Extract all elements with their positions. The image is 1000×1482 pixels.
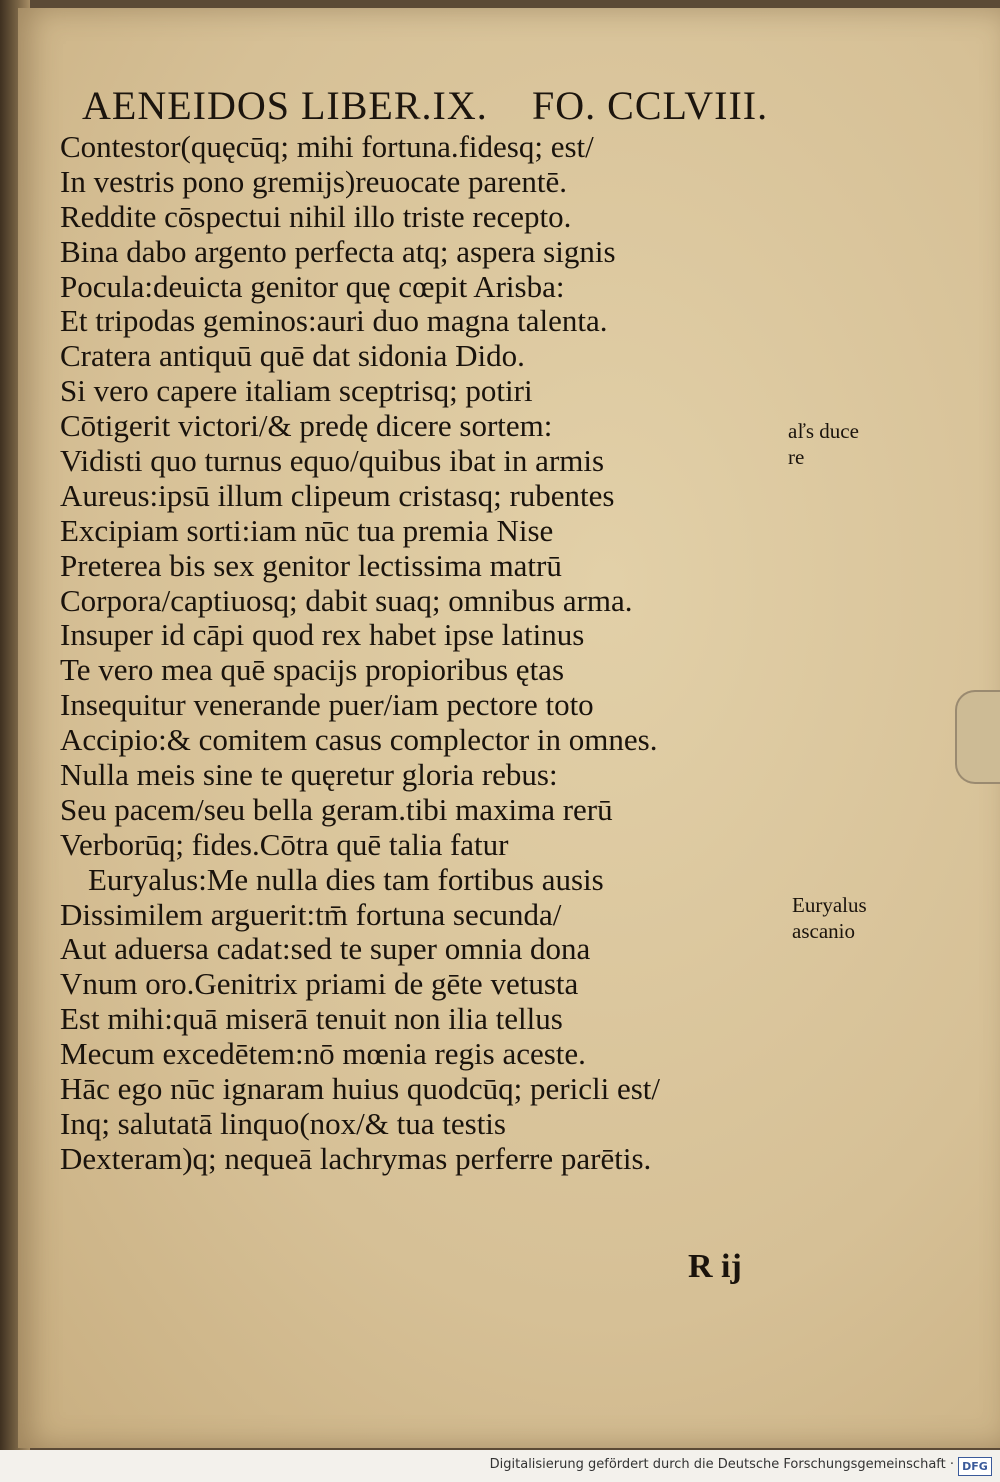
margin-note-euryalus (792, 892, 867, 944)
verse-line: Dexteram)q; nequeā lachrymas perferre parētis. (60, 1140, 652, 1176)
funding-notice: Digitalisierung gefördert durch die Deutsche Forschungsgemeinschaft · (489, 1457, 954, 1472)
margin-note-line: ascanio (792, 919, 855, 943)
verse-line: Vnum oro.Genitrix priami de gēte vetusta (60, 966, 579, 1002)
verse-line: Euryalus:Me nulla dies tam fortibus ausis (88, 861, 604, 897)
verse-line: Verborūq; fides.Cōtra quē talia fatur (60, 826, 509, 862)
dfg-logo: DFG (958, 1457, 992, 1476)
verse-line: Cōtigerit victori/& predę dicere sortem: (60, 408, 553, 444)
page-tab (955, 690, 1000, 784)
margin-note-line: Euryalus (792, 893, 867, 917)
verse-line: Pocula:deuicta genitor quę cœpit Arisba: (60, 268, 565, 304)
verse-line: Hāc ego nūc ignaram huius quodcūq; pericli est/ (60, 1071, 661, 1107)
verse-line: Excipiam sorti:iam nūc tua premia Nise (60, 512, 554, 548)
header-book-title: AENEIDOS LIBER.IX. (82, 83, 488, 128)
header-folio-number: FO. CCLVIII. (532, 83, 769, 128)
verse-line: Seu pacem/seu bella geram.tibi maxima rerū (60, 791, 613, 827)
verse-line: Mecum excedētem:nō mœnia regis aceste. (60, 1036, 586, 1072)
margin-note-line: re (788, 445, 805, 469)
verse-line: Dissimilem arguerit:tm̄ fortuna secunda/ (60, 896, 562, 932)
verse-line: Est mihi:quā miserā tenuit non ilia tellus (60, 1001, 563, 1037)
verse-line: Et tripodas geminos:auri duo magna talenta. (60, 303, 608, 339)
margin-note-ducere (788, 418, 859, 470)
verse-line: Aureus:ipsū illum clipeum cristasq; rubentes (60, 477, 615, 513)
verse-line: Accipio:& comitem casus complector in omnes. (60, 722, 658, 758)
verse-line: Si vero capere italiam sceptrisq; potiri (60, 373, 533, 409)
verse-block (60, 130, 760, 1177)
verse-line: Aut aduersa cadat:sed te super omnia dona (60, 931, 591, 967)
footer-bar (0, 1450, 1000, 1482)
verse-line: Vidisti quo turnus equo/quibus ibat in armis (60, 443, 605, 479)
verse-line: Preterea bis sex genitor lectissima matrū (60, 547, 562, 583)
verse-line: Corpora/captiuosq; dabit suaq; omnibus arma. (60, 582, 633, 618)
verse-line: Insequitur venerande puer/iam pectore toto (60, 687, 594, 723)
margin-note-line: aľs duce (788, 419, 859, 443)
verse-line: Contestor(quęcūq; mihi fortuna.fidesq; est/ (60, 129, 594, 164)
verse-line: In vestris pono gremijs)reuocate parentē. (60, 163, 568, 199)
running-header (82, 82, 802, 130)
verse-line: Cratera antiquū quē dat sidonia Dido. (60, 338, 525, 374)
verse-line: Bina dabo argento perfecta atq; aspera signis (60, 233, 616, 269)
verse-line: Reddite cōspectui nihil illo triste recepto. (60, 198, 572, 234)
verse-line: Inq; salutatā linquo(nox/& tua testis (60, 1105, 506, 1141)
verse-line: Nulla meis sine te quęretur gloria rebus: (60, 757, 558, 793)
verse-line: Te vero mea quē spacijs propioribus ętas (60, 652, 565, 688)
signature-mark: R ij (688, 1248, 742, 1285)
verse-line: Insuper id cāpi quod rex habet ipse latinus (60, 617, 585, 653)
